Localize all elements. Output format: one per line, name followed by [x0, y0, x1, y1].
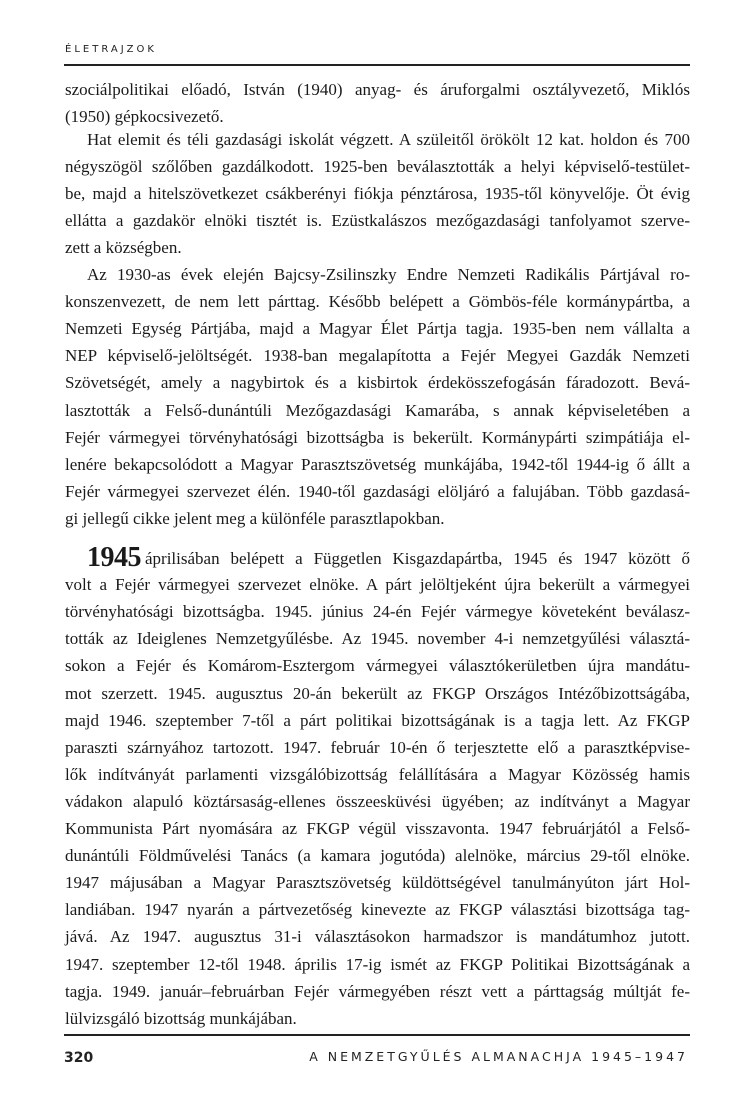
- text-line: [87, 265, 690, 285]
- lead-year: 1945: [87, 542, 141, 573]
- line-text: Fejér vármegyei törvényhatósági bizottságba is bekerült. Kormánypárti szimpátiája el-: [65, 427, 690, 447]
- text-line: [65, 656, 690, 676]
- line-text: ellátta a gazdakör elnöki tisztét is. Ezüstkalászos mezőgazdasági tanfolyamot szerve-: [65, 211, 690, 231]
- text-line: [65, 711, 690, 731]
- text-line: [65, 684, 690, 704]
- text-line: [65, 455, 690, 475]
- text-line: [65, 982, 690, 1002]
- line-text: Szövetségét, amely a nagybirtok és a kisbirtok érdekösszefogásán fáradozott. Bevá-: [65, 373, 690, 393]
- text-line: [65, 900, 690, 920]
- line-text: volt a Fejér vármegyei szervezet elnöke. A párt jelöltjeként újra bekerült a vármegyei: [65, 575, 690, 595]
- text-line: [65, 955, 690, 975]
- line-text: konszenvezett, de nem lett párttag. Később belépett a Gömbös-féle kormánypártba, a: [65, 292, 690, 312]
- line-text: tagja. 1949. január–februárban Fejér vármegyében részt vett a párttagság múltját fe-: [65, 981, 690, 1001]
- line-text: lasztották a Felső-dunántúli Mezőgazdasági Kamarába, s annak képviseletében a: [65, 400, 690, 420]
- line-text: NEP képviselő-jelöltségét. 1938-ban megalapította a Fejér Megyei Gazdák Nemzeti: [65, 346, 690, 366]
- text-line: [65, 927, 690, 947]
- line-text: Hat elemit és téli gazdasági iskolát végzett. A szüleitől örökölt 12 kat. holdon és 700: [87, 130, 690, 149]
- line-text: lülvizsgáló bizottság munkájában.: [65, 1008, 297, 1028]
- text-line: [65, 319, 690, 339]
- line-text: szociálpolitikai előadó, István (1940) anyag- és áruforgalmi osztályvezető, Miklós: [65, 80, 690, 99]
- line-text: sokon a Fejér és Komárom-Esztergom vármegyei választókerületben újra mandátu-: [65, 656, 690, 676]
- line-text: majd 1946. szeptember 7-től a párt politikai bizottságának is a tagja lett. Az FKGP: [65, 710, 690, 730]
- text-line: [65, 184, 690, 204]
- text-line: [65, 238, 690, 258]
- line-text: Fejér vármegyei szervezet élén. 1940-től gazdasági elöljáró a falujában. Több gazdasá-: [65, 481, 690, 501]
- footer-rule: [64, 1034, 690, 1036]
- text-line: [87, 130, 690, 150]
- text-line: [65, 846, 690, 866]
- line-text: be, majd a hitelszövetkezet csákberényi fiókja pénztárosa, 1935-től könyvelője. Öt évig: [65, 184, 690, 204]
- text-line: [65, 401, 690, 421]
- line-text: lenére bekapcsolódott a Magyar Parasztszövetség munkájába, 1942-től 1944-ig ő állt a: [65, 454, 690, 474]
- line-text: négyszögöl szőlőben gazdálkodott. 1925-ben beválasztották a helyi képviselő-testület-: [65, 157, 690, 177]
- text-line: [65, 107, 690, 127]
- line-text: Nemzeti Egység Pártjába, majd a Magyar Élet Pártja tagja. 1935-ben nem vállalta a: [65, 319, 690, 339]
- text-line: [65, 346, 690, 366]
- line-text: (1950) gépkocsivezető.: [65, 107, 224, 127]
- text-line: [65, 792, 690, 812]
- text-line: [65, 509, 690, 529]
- text-line: [65, 80, 690, 100]
- line-text: gi jellegű cikke jelent meg a különféle parasztlapokban.: [65, 508, 445, 528]
- text-line: [65, 575, 690, 595]
- text-line: [65, 1009, 690, 1029]
- line-text: Kommunista Párt nyomására az FKGP végül visszavonta. 1947 februárjától a Felső-: [65, 819, 690, 838]
- text-line: [65, 292, 690, 312]
- line-text: áprilisában belépett a Független Kisgazdapártba, 1945 és 1947 között ő: [145, 549, 690, 568]
- text-line: [65, 738, 690, 758]
- text-line: [65, 428, 690, 448]
- line-text: dunántúli Földművelési Tanács (a kamara jogutóda) alelnöke, március 29-től elnöke.: [65, 846, 690, 866]
- text-line: [65, 211, 690, 231]
- line-text: zett a községben.: [65, 238, 182, 258]
- line-text: tották az Ideiglenes Nemzetgyűlésbe. Az 1945. november 4-i nemzetgyűlési választá-: [65, 629, 690, 649]
- line-text: landiában. 1947 nyarán a pártvezetőség kinevezte az FKGP választási bizottsága tag-: [65, 900, 690, 920]
- line-text: 1947. szeptember 12-től 1948. április 17-ig ismét az FKGP Politikai Bizottságának a: [65, 954, 690, 974]
- text-line: [65, 602, 690, 622]
- text-line: [65, 819, 690, 839]
- header-rule: [64, 64, 690, 66]
- text-line: [87, 542, 690, 573]
- text-line: [65, 873, 690, 893]
- line-text: vádakon alapuló köztársaság-ellenes összeesküvési ügyében; az indítványt a Magyar: [65, 791, 690, 811]
- line-text: Az 1930-as évek elején Bajcsy-Zsilinszky Endre Nemzeti Radikális Pártjával ro-: [87, 265, 690, 284]
- line-text: törvényhatósági bizottságba. 1945. június 24-én Fejér vármegye követeként beválasz-: [65, 602, 690, 622]
- text-line: [65, 373, 690, 393]
- book-title: A NEMZETGYŰLÉS ALMANACHJA 1945–1947: [309, 1049, 688, 1064]
- line-text: mot szerzett. 1945. augusztus 20-án bekerült az FKGP Országos Intézőbizottságába,: [65, 683, 690, 703]
- text-line: [65, 157, 690, 177]
- line-text: 1947 májusában a Magyar Parasztszövetség küldöttségével tanulmányúton járt Hol-: [65, 873, 690, 893]
- text-line: [65, 482, 690, 502]
- running-head: ÉLETRAJZOK: [65, 44, 157, 55]
- text-line: [65, 765, 690, 785]
- page-number: 320: [64, 1050, 94, 1066]
- text-line: [65, 629, 690, 649]
- line-text: paraszti szárnyához tartozott. 1947. február 10-én ő terjesztette elő a parasztképvise-: [65, 737, 690, 757]
- line-text: jává. Az 1947. augusztus 31-i választásokon harmadszor is mandátumhoz jutott.: [65, 927, 690, 947]
- line-text: lők indítványát parlamenti vizsgálóbizottság felállítására a Magyar Közösség hamis: [65, 764, 690, 784]
